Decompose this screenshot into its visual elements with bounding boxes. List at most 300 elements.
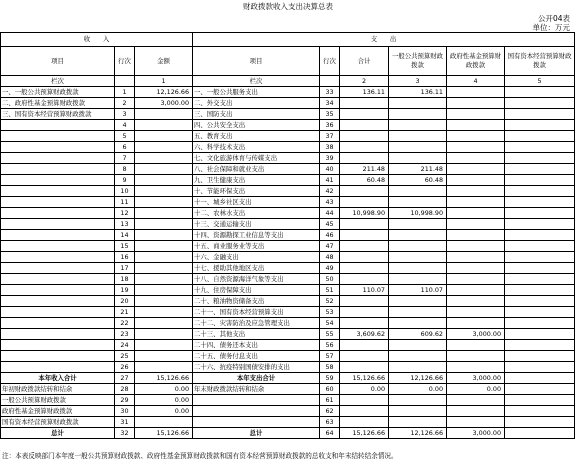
expense-state-capital-cell [505, 142, 575, 153]
table-row [1, 384, 575, 395]
table-row [1, 186, 575, 197]
income-row-number: 14 [115, 230, 135, 241]
expense-item-cell: 三、国防支出 [193, 109, 320, 120]
expense-item-cell: 十六、金融支出 [193, 252, 320, 263]
expense-row-number: 45 [320, 219, 340, 230]
income-item-cell [1, 296, 115, 307]
expense-item-cell: 四、公共安全支出 [193, 120, 320, 131]
expense-index-label: 栏次 [193, 76, 320, 87]
expense-gov-fund-cell [447, 417, 505, 428]
table-row [1, 197, 575, 208]
expense-general-cell [389, 197, 447, 208]
income-section-header: 收 入 [1, 33, 193, 47]
expense-gov-fund-cell: 3,000.00 [447, 329, 505, 340]
income-amount-cell: 15,126.66 [135, 373, 193, 384]
table-row [1, 285, 575, 296]
income-amount-cell [135, 318, 193, 329]
table-row [1, 142, 575, 153]
income-amount-cell: 12,126.66 [135, 87, 193, 98]
expense-gov-fund-cell [447, 406, 505, 417]
income-amount-cell [135, 263, 193, 274]
expense-general-cell: 110.07 [389, 285, 447, 296]
expense-general-cell: 10,998.90 [389, 208, 447, 219]
income-amount-cell [135, 230, 193, 241]
expense-general-cell [389, 131, 447, 142]
expense-general-cell: 136.11 [389, 87, 447, 98]
expense-general-header: 一般公共预算财政拨款 [389, 47, 447, 76]
income-amount-header: 金额 [135, 47, 193, 76]
expense-general-cell [389, 340, 447, 351]
expense-state-capital-cell [505, 340, 575, 351]
income-row-number: 27 [115, 373, 135, 384]
income-amount-cell [135, 142, 193, 153]
income-item-cell [1, 197, 115, 208]
expense-total-cell [340, 186, 389, 197]
income-item-cell: 本年收入合计 [1, 373, 115, 384]
expense-item-cell: 十二、农林水支出 [193, 208, 320, 219]
income-row-number: 23 [115, 329, 135, 340]
income-item-cell: 一、一般公共预算财政拨款 [1, 87, 115, 98]
expense-state-capital-cell [505, 296, 575, 307]
expense-row-number: 48 [320, 252, 340, 263]
expense-row-number: 58 [320, 362, 340, 373]
income-item-cell [1, 274, 115, 285]
expense-row-number: 62 [320, 406, 340, 417]
expense-row-number: 33 [320, 87, 340, 98]
income-item-cell [1, 252, 115, 263]
expense-item-cell: 二十一、国有资本经营预算支出 [193, 307, 320, 318]
expense-row-number: 35 [320, 109, 340, 120]
income-row-number: 12 [115, 208, 135, 219]
expense-total-cell [340, 417, 389, 428]
expense-gov-fund-cell [447, 241, 505, 252]
income-row-number: 31 [115, 417, 135, 428]
income-item-cell [1, 362, 115, 373]
expense-total-cell [340, 274, 389, 285]
expense-row-number: 61 [320, 395, 340, 406]
expense-gov-fund-cell [447, 263, 505, 274]
expense-state-capital-cell [505, 351, 575, 362]
income-amount-cell [135, 340, 193, 351]
expense-total-cell: 15,126.66 [340, 428, 389, 439]
expense-item-cell: 二、外交支出 [193, 98, 320, 109]
income-item-cell [1, 131, 115, 142]
expense-row-header: 行次 [320, 47, 340, 76]
expense-item-cell: 二十四、债务还本支出 [193, 340, 320, 351]
income-index-amount: 1 [135, 76, 193, 87]
expense-state-capital-cell [505, 131, 575, 142]
expense-state-capital-cell [505, 252, 575, 263]
expense-row-number: 64 [320, 428, 340, 439]
income-row-number: 10 [115, 186, 135, 197]
expense-row-number: 54 [320, 318, 340, 329]
expense-item-cell: 二十六、抗疫特别国债安排的支出 [193, 362, 320, 373]
income-item-header: 项目 [1, 47, 115, 76]
expense-gov-fund-cell [447, 340, 505, 351]
income-item-cell [1, 230, 115, 241]
income-amount-cell [135, 417, 193, 428]
expense-state-capital-cell [505, 175, 575, 186]
expense-state-capital-cell [505, 164, 575, 175]
expense-row-number: 57 [320, 351, 340, 362]
expense-row-number: 55 [320, 329, 340, 340]
expense-general-cell: 12,126.66 [389, 428, 447, 439]
expense-total-cell: 10,998.90 [340, 208, 389, 219]
table-row [1, 153, 575, 164]
final-accounts-table [0, 32, 575, 439]
expense-state-capital-cell [505, 417, 575, 428]
expense-total-cell [340, 252, 389, 263]
income-row-number: 28 [115, 384, 135, 395]
table-row [1, 296, 575, 307]
income-item-cell: 总计 [1, 428, 115, 439]
expense-total-cell: 136.11 [340, 87, 389, 98]
income-item-cell [1, 175, 115, 186]
income-row-header: 行次 [115, 47, 135, 76]
expense-general-cell [389, 351, 447, 362]
expense-row-number: 37 [320, 131, 340, 142]
expense-gov-fund-cell [447, 109, 505, 120]
expense-total-cell [340, 395, 389, 406]
expense-gov-fund-cell [447, 186, 505, 197]
expense-item-cell: 十五、商业服务业等支出 [193, 241, 320, 252]
expense-row-number: 63 [320, 417, 340, 428]
expense-gov-fund-cell [447, 208, 505, 219]
income-amount-cell: 0.00 [135, 384, 193, 395]
expense-gov-fund-cell [447, 362, 505, 373]
income-item-cell [1, 219, 115, 230]
expense-state-capital-cell [505, 373, 575, 384]
income-row-number: 18 [115, 274, 135, 285]
expense-total-cell: 60.48 [340, 175, 389, 186]
expense-gov-fund-cell: 3,000.00 [447, 373, 505, 384]
expense-row-number: 60 [320, 384, 340, 395]
expense-gov-fund-cell [447, 164, 505, 175]
income-amount-cell [135, 164, 193, 175]
income-row-number: 5 [115, 131, 135, 142]
expense-gov-fund-cell: 0.00 [447, 384, 505, 395]
expense-item-cell: 十八、自然资源海洋气象等支出 [193, 274, 320, 285]
expense-total-cell [340, 131, 389, 142]
table-row [1, 340, 575, 351]
income-item-cell [1, 263, 115, 274]
expense-item-cell [193, 406, 320, 417]
expense-item-header: 项目 [193, 47, 320, 76]
expense-item-cell: 十三、交通运输支出 [193, 219, 320, 230]
income-amount-cell [135, 351, 193, 362]
expense-total-cell: 15,126.66 [340, 373, 389, 384]
expense-general-cell [389, 296, 447, 307]
expense-state-capital-cell [505, 197, 575, 208]
expense-item-cell: 七、文化旅游体育与传媒支出 [193, 153, 320, 164]
expense-state-capital-cell [505, 241, 575, 252]
expense-state-capital-cell [505, 318, 575, 329]
expense-general-cell [389, 219, 447, 230]
income-amount-cell [135, 109, 193, 120]
expense-general-cell [389, 230, 447, 241]
table-row [1, 230, 575, 241]
expense-general-cell [389, 241, 447, 252]
expense-item-cell: 总计 [193, 428, 320, 439]
expense-row-number: 51 [320, 285, 340, 296]
expense-total-cell [340, 219, 389, 230]
expense-general-cell: 609.62 [389, 329, 447, 340]
income-amount-cell [135, 208, 193, 219]
table-row [1, 175, 575, 186]
income-row-number: 22 [115, 318, 135, 329]
expense-general-cell [389, 252, 447, 263]
income-row-number: 21 [115, 307, 135, 318]
expense-general-cell [389, 263, 447, 274]
expense-total-cell [340, 120, 389, 131]
expense-state-capital-cell [505, 120, 575, 131]
expense-total-cell [340, 241, 389, 252]
income-row-number: 15 [115, 241, 135, 252]
expense-total-cell [340, 351, 389, 362]
expense-general-cell [389, 307, 447, 318]
income-amount-cell [135, 219, 193, 230]
expense-state-capital-cell [505, 384, 575, 395]
expense-gov-fund-cell [447, 230, 505, 241]
income-amount-cell: 15,126.66 [135, 428, 193, 439]
income-item-cell [1, 285, 115, 296]
expense-gov-fund-cell [447, 285, 505, 296]
income-row-number: 20 [115, 296, 135, 307]
expense-item-cell: 六、科学技术支出 [193, 142, 320, 153]
expense-total-cell [340, 362, 389, 373]
expense-total-cell: 110.07 [340, 285, 389, 296]
expense-total-cell [340, 340, 389, 351]
expense-state-capital-header: 国有资本经营预算财政拨款 [505, 47, 575, 76]
table-row [1, 241, 575, 252]
expense-general-cell: 12,126.66 [389, 373, 447, 384]
expense-gov-fund-cell [447, 131, 505, 142]
income-row-number: 8 [115, 164, 135, 175]
income-row-number: 17 [115, 263, 135, 274]
expense-gov-fund-cell [447, 307, 505, 318]
expense-total-cell [340, 406, 389, 417]
income-amount-cell [135, 362, 193, 373]
expense-state-capital-cell [505, 428, 575, 439]
expense-total-cell [340, 307, 389, 318]
expense-total-cell [340, 296, 389, 307]
income-item-cell [1, 208, 115, 219]
income-item-cell [1, 329, 115, 340]
expense-item-cell: 二十、粮油物资储备支出 [193, 296, 320, 307]
income-row-number: 19 [115, 285, 135, 296]
expense-row-number: 42 [320, 186, 340, 197]
expense-state-capital-cell [505, 263, 575, 274]
expense-row-number: 41 [320, 175, 340, 186]
expense-item-cell: 一、一般公共服务支出 [193, 87, 320, 98]
expense-state-capital-cell [505, 98, 575, 109]
expense-state-capital-cell [505, 153, 575, 164]
expense-total-cell: 0.00 [340, 384, 389, 395]
unit-label: 单位：万元 [532, 23, 570, 32]
table-row [1, 307, 575, 318]
expense-state-capital-cell [505, 406, 575, 417]
expense-index-gov-fund: 4 [447, 76, 505, 87]
income-amount-cell: 3,000.00 [135, 98, 193, 109]
income-row-number: 11 [115, 197, 135, 208]
expense-row-number: 40 [320, 164, 340, 175]
expense-total-cell [340, 98, 389, 109]
income-item-cell: 年初财政拨款结转和结余 [1, 384, 115, 395]
expense-general-cell [389, 98, 447, 109]
expense-row-number: 43 [320, 197, 340, 208]
table-row [1, 318, 575, 329]
expense-state-capital-cell [505, 208, 575, 219]
income-index-label: 栏次 [1, 76, 115, 87]
income-item-cell [1, 186, 115, 197]
expense-total-cell [340, 109, 389, 120]
expense-total-cell: 211.48 [340, 164, 389, 175]
expense-state-capital-cell [505, 274, 575, 285]
expense-general-cell [389, 109, 447, 120]
income-row-number: 29 [115, 395, 135, 406]
income-row-number: 26 [115, 362, 135, 373]
expense-gov-fund-cell [447, 274, 505, 285]
expense-gov-fund-cell [447, 296, 505, 307]
table-body [1, 87, 575, 439]
expense-row-number: 39 [320, 153, 340, 164]
expense-row-number: 38 [320, 142, 340, 153]
table-row [1, 109, 575, 120]
expense-item-cell: 十一、城乡社区支出 [193, 197, 320, 208]
table-row [1, 219, 575, 230]
expense-total-cell [340, 230, 389, 241]
income-row-number: 3 [115, 109, 135, 120]
expense-index-total: 2 [340, 76, 389, 87]
expense-general-cell: 211.48 [389, 164, 447, 175]
expense-item-cell: 二十三、其他支出 [193, 329, 320, 340]
table-row [1, 417, 575, 428]
income-row-number: 7 [115, 153, 135, 164]
expense-row-number: 34 [320, 98, 340, 109]
table-row [1, 373, 575, 384]
expense-item-cell: 十四、资源勘探工业信息等支出 [193, 230, 320, 241]
expense-gov-fund-cell [447, 98, 505, 109]
table-row [1, 395, 575, 406]
expense-general-cell [389, 274, 447, 285]
expense-gov-fund-cell: 3,000.00 [447, 428, 505, 439]
expense-item-cell: 年末财政拨款结转和结余 [193, 384, 320, 395]
expense-state-capital-cell [505, 186, 575, 197]
expense-gov-fund-cell [447, 318, 505, 329]
expense-gov-fund-cell [447, 395, 505, 406]
expense-general-cell [389, 318, 447, 329]
expense-total-cell [340, 153, 389, 164]
table-row [1, 208, 575, 219]
income-item-cell: 三、国有资本经营预算财政拨款 [1, 109, 115, 120]
expense-total-cell: 3,609.62 [340, 329, 389, 340]
table-row [1, 274, 575, 285]
expense-state-capital-cell [505, 362, 575, 373]
expense-index-general: 3 [389, 76, 447, 87]
income-amount-cell [135, 153, 193, 164]
income-item-cell [1, 153, 115, 164]
income-row-number: 2 [115, 98, 135, 109]
expense-gov-fund-cell [447, 175, 505, 186]
form-code: 公开04表 [537, 14, 570, 23]
expense-row-number: 47 [320, 241, 340, 252]
income-amount-cell [135, 175, 193, 186]
expense-gov-fund-cell [447, 351, 505, 362]
expense-state-capital-cell [505, 109, 575, 120]
expense-row-number: 36 [320, 120, 340, 131]
table-row [1, 362, 575, 373]
expense-gov-fund-cell [447, 153, 505, 164]
expense-item-cell: 十九、住房保障支出 [193, 285, 320, 296]
report-title: 财政拨款收入支出决算总表 [243, 2, 333, 11]
table-row [1, 164, 575, 175]
income-row-number: 32 [115, 428, 135, 439]
income-amount-cell [135, 186, 193, 197]
income-row-number: 6 [115, 142, 135, 153]
income-item-cell [1, 307, 115, 318]
expense-row-number: 44 [320, 208, 340, 219]
expense-gov-fund-cell [447, 252, 505, 263]
expense-item-cell: 十七、援助其他地区支出 [193, 263, 320, 274]
expense-item-cell: 二十二、灾害防治及应急管理支出 [193, 318, 320, 329]
expense-general-cell [389, 120, 447, 131]
income-item-cell [1, 120, 115, 131]
income-amount-cell [135, 307, 193, 318]
income-item-cell: 政府性基金预算财政拨款 [1, 406, 115, 417]
expense-index-row [320, 76, 340, 87]
expense-row-number: 49 [320, 263, 340, 274]
expense-state-capital-cell [505, 307, 575, 318]
expense-state-capital-cell [505, 395, 575, 406]
expense-row-number: 50 [320, 274, 340, 285]
expense-general-cell [389, 406, 447, 417]
expense-general-cell: 0.00 [389, 384, 447, 395]
income-item-cell: 二、政府性基金预算财政拨款 [1, 98, 115, 109]
income-amount-cell: 0.00 [135, 395, 193, 406]
income-index-row [115, 76, 135, 87]
expense-gov-fund-cell [447, 120, 505, 131]
income-row-number: 25 [115, 351, 135, 362]
expense-general-cell: 60.48 [389, 175, 447, 186]
income-amount-cell [135, 197, 193, 208]
expense-gov-fund-cell [447, 87, 505, 98]
income-amount-cell [135, 252, 193, 263]
table-row [1, 406, 575, 417]
expense-state-capital-cell [505, 329, 575, 340]
expense-general-cell [389, 417, 447, 428]
footnote: 注：本表反映部门本年度一般公共预算财政拨款、政府性基金预算财政拨款和国有资本经营预算财政拨款的总收支和年末结转结余情况。 [2, 452, 398, 460]
income-amount-cell [135, 131, 193, 142]
expense-item-cell: 九、卫生健康支出 [193, 175, 320, 186]
expense-total-cell [340, 318, 389, 329]
table-row [1, 252, 575, 263]
income-amount-cell: 0.00 [135, 406, 193, 417]
table-row [1, 329, 575, 340]
income-item-cell [1, 164, 115, 175]
income-amount-cell [135, 241, 193, 252]
income-amount-cell [135, 296, 193, 307]
expense-item-cell: 十、节能环保支出 [193, 186, 320, 197]
income-amount-cell [135, 274, 193, 285]
income-row-number: 4 [115, 120, 135, 131]
income-item-cell: 一般公共预算财政拨款 [1, 395, 115, 406]
expense-total-cell [340, 142, 389, 153]
table-row [1, 87, 575, 98]
income-row-number: 16 [115, 252, 135, 263]
expense-item-cell [193, 417, 320, 428]
income-row-number: 30 [115, 406, 135, 417]
expense-general-cell [389, 395, 447, 406]
